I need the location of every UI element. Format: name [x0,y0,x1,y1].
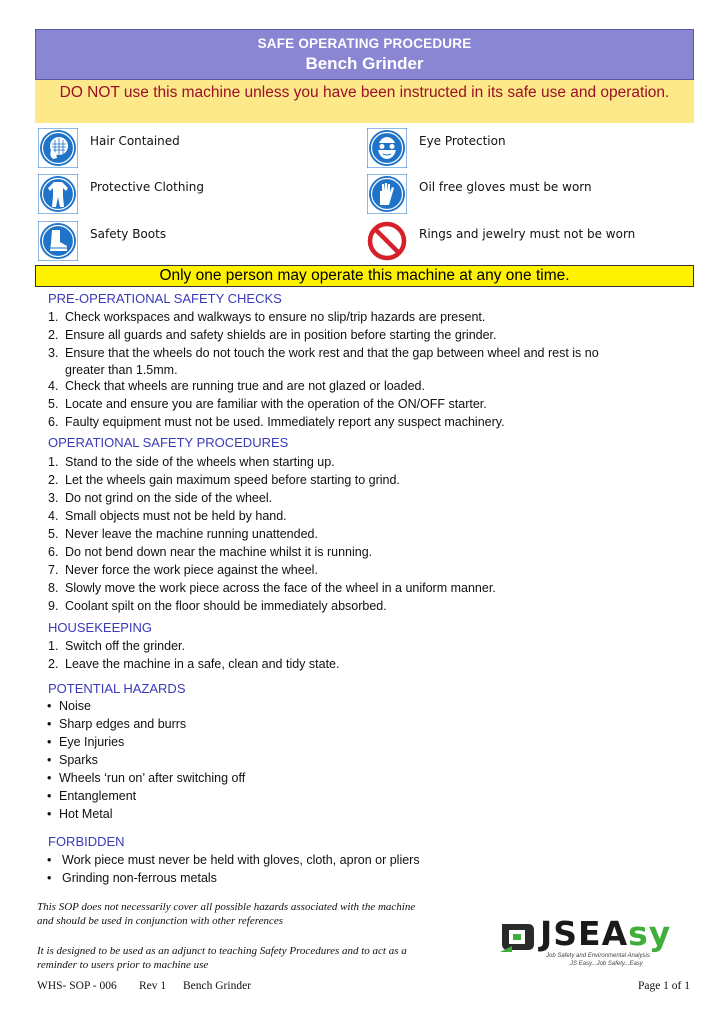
no-rings-jewelry-icon [367,221,407,261]
logo-mark-icon [498,920,538,954]
list-item: 5. Never leave the machine running unattended. [48,527,318,541]
list-item: 4. Check that wheels are running true and are not glazed or loaded. [48,379,425,393]
list-item: • Sparks [47,753,98,767]
list-item: • Eye Injuries [47,735,125,749]
list-item: 5. Locate and ensure you are familiar with the operation of the ON/OFF starter. [48,397,487,411]
list-item: • Hot Metal [47,807,113,821]
list-item: • Sharp edges and burrs [47,717,187,731]
list-item: 1. Stand to the side of the wheels when starting up. [48,455,335,469]
section-heading-operational: OPERATIONAL SAFETY PROCEDURES [48,435,289,450]
list-item-continuation: greater than 1.5mm. [65,363,178,377]
list-item: 4. Small objects must not be held by hand. [48,509,287,523]
list-item: • Entanglement [47,789,137,803]
section-heading-hazards: POTENTIAL HAZARDS [48,681,186,696]
protective-clothing-icon [38,174,78,214]
page-title: Bench Grinder [305,54,424,73]
ppe-clothing-label: Protective Clothing [90,180,204,194]
title-bar [35,29,694,80]
list-item: 3. Do not grind on the side of the wheel. [48,491,273,505]
list-item: 3. Ensure that the wheels do not touch the work rest and that the gap between wheel and rest is no [48,346,599,360]
logo-slogan: JS Easy...Job Safety...Easy [570,961,643,967]
footer-document-name: Bench Grinder [183,980,252,992]
list-item: 1. Check workspaces and walkways to ensure no slip/trip hazards are present. [48,310,486,324]
section-heading-pre-operational: PRE-OPERATIONAL SAFETY CHECKS [48,291,282,306]
jseasy-logo [496,916,696,976]
list-item: • Grinding non-ferrous metals [47,871,217,885]
gloves-icon [367,174,407,214]
list-item: • Noise [47,699,91,713]
list-item: 2. Ensure all guards and safety shields are in position before starting the grinder. [48,328,497,342]
disclaimer-note: This SOP does not necessarily cover all possible hazards associated with the machine and should be used in conjunction with other references [37,901,416,927]
footer-revision: Rev 1 [139,980,167,992]
list-item: 6. Do not bend down near the machine whilst it is running. [48,545,373,559]
ppe-hair-label: Hair Contained [90,134,180,148]
logo-tagline: Job Safety and Environmental Analysis [546,953,650,959]
logo-wordmark: JSEAsy [540,914,672,953]
footer-doc-id: WHS- SOP - 006 [37,980,117,992]
ppe-rings-label: Rings and jewelry must not be worn [419,227,636,241]
section-heading-housekeeping: HOUSEKEEPING [48,620,153,635]
ppe-eye-label: Eye Protection [419,134,506,148]
list-item: 1. Switch off the grinder. [48,639,185,653]
usage-note: It is designed to be used as an adjunct to teaching Safety Procedures and to act as a reminder to users prior to machine use [37,945,407,971]
list-item: 2. Leave the machine in a safe, clean and tidy state. [48,657,340,671]
single-operator-notice: Only one person may operate this machine at any one time. [35,265,694,287]
safety-boots-icon [38,221,78,261]
ppe-boots-label: Safety Boots [90,227,167,241]
section-heading-forbidden: FORBIDDEN [48,834,125,849]
list-item: • Wheels ‘run on’ after switching off [47,771,246,785]
ppe-gloves-label: Oil free gloves must be worn [419,180,592,194]
list-item: 2. Let the wheels gain maximum speed before starting to grind. [48,473,400,487]
instruction-warning: DO NOT use this machine unless you have been instructed in its safe use and operation. [35,80,694,123]
list-item: 8. Slowly move the work piece across the face of the wheel in a uniform manner. [48,581,496,595]
list-item: 6. Faulty equipment must not be used. Immediately report any suspect machinery. [48,415,505,429]
list-item: 7. Never force the work piece against the wheel. [48,563,318,577]
list-item: 9. Coolant spilt on the floor should be immediately absorbed. [48,599,387,613]
eye-protection-icon [367,128,407,168]
document-type: SAFE OPERATING PROCEDURE [257,36,472,51]
hair-contained-icon [38,128,78,168]
list-item: • Work piece must never be held with gloves, cloth, apron or pliers [47,853,420,867]
footer-page-number: Page 1 of 1 [637,980,690,992]
